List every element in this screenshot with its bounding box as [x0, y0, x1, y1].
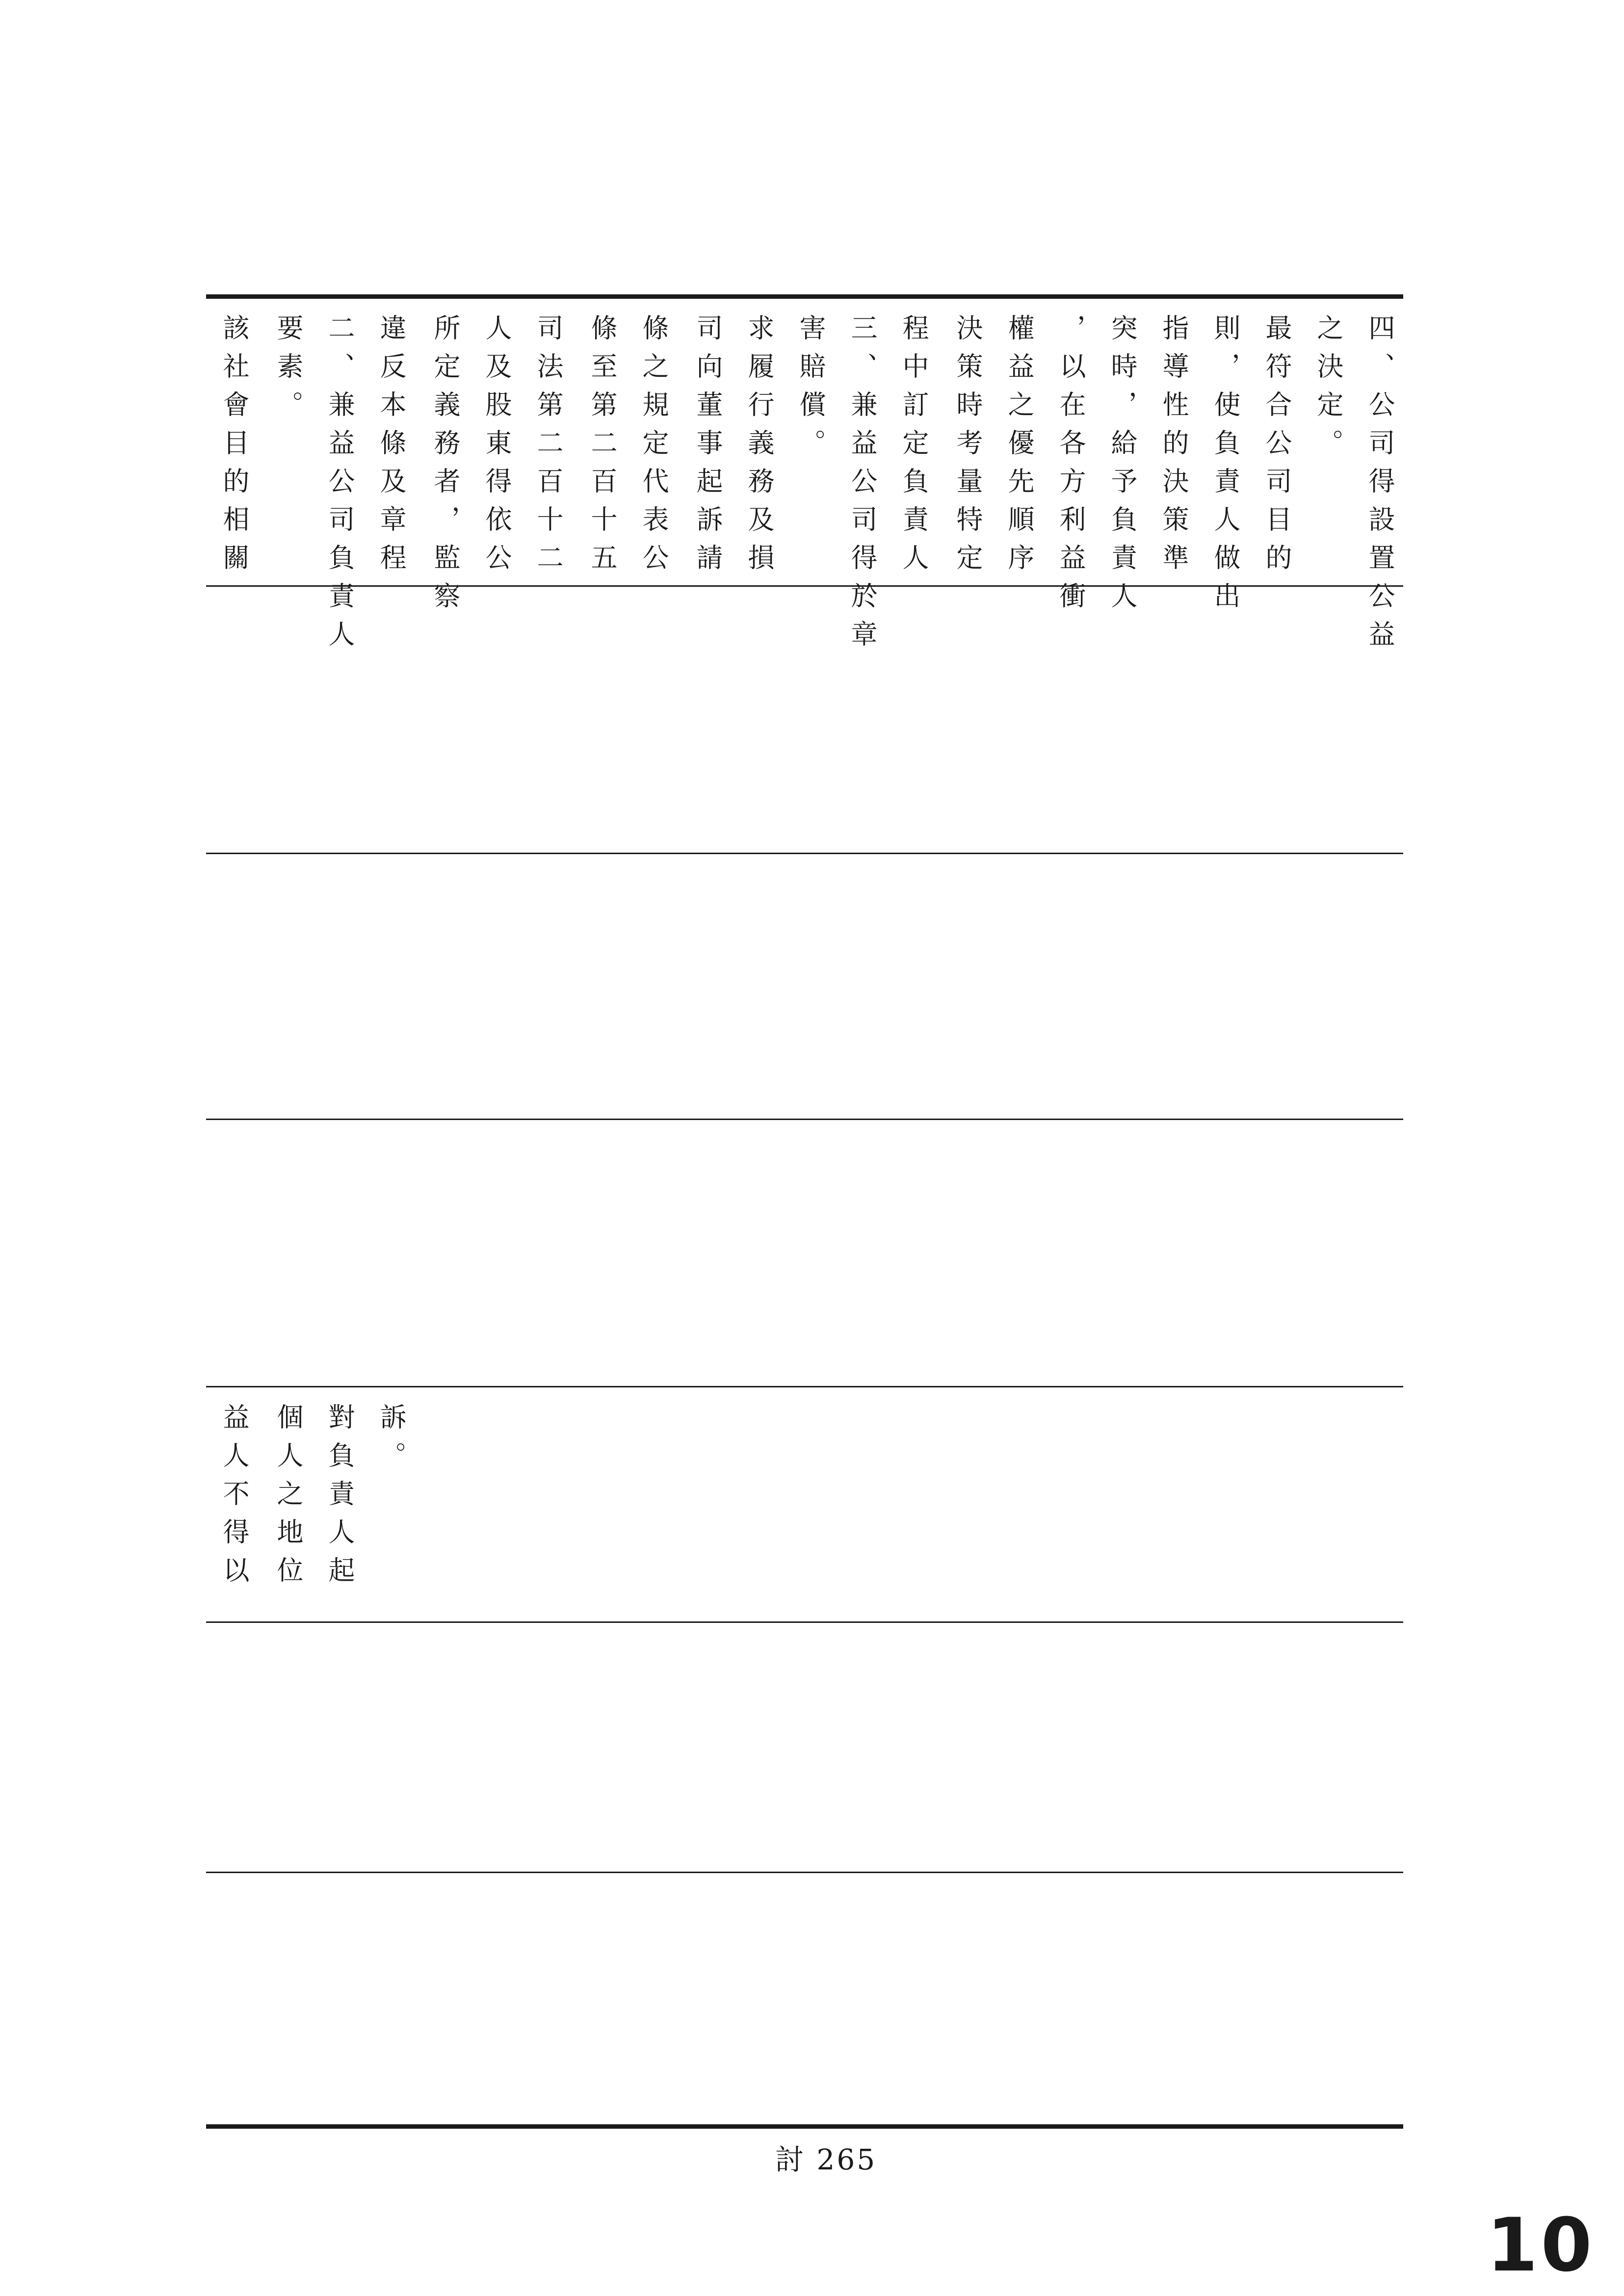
text-column: 程中訂定負責人 — [898, 314, 929, 582]
text-column: 求履行義務及損 — [744, 314, 775, 582]
table-row-divider — [206, 1621, 1403, 1623]
text-column: 司向董事起訴請 — [692, 314, 723, 582]
table-bottom-border — [206, 2124, 1403, 2129]
text-column: 指導性的決策準 — [1158, 314, 1189, 582]
text-column: 權益之優先順序 — [1004, 314, 1035, 582]
text-column: 三、兼益公司得於章 — [847, 314, 878, 658]
text-column: 條至第二百十五 — [587, 314, 618, 582]
text-column: 則，使負責人做出 — [1210, 314, 1241, 620]
text-column: 四、公司得設置公益 — [1364, 314, 1395, 658]
text-column: 突時，給予負責人 — [1107, 314, 1138, 620]
text-column: 之決定。 — [1313, 314, 1344, 467]
handwritten-page-number: 10 — [1487, 2203, 1595, 2288]
text-column: 二、兼益公司負責人 — [324, 314, 355, 658]
text-column: 司法第二百十二 — [533, 314, 564, 582]
text-column: 個人之地位 — [273, 1403, 304, 1594]
text-column: 益人不得以 — [219, 1403, 250, 1594]
text-column: 對負責人起 — [324, 1403, 355, 1594]
table-top-border — [206, 294, 1403, 299]
text-column: 該社會目的相關 — [219, 314, 250, 582]
text-column: 條之規定代表公 — [638, 314, 669, 582]
table-row-divider — [206, 1386, 1403, 1387]
text-column: 違反本條及章程 — [376, 314, 407, 582]
table-row-divider — [206, 1872, 1403, 1873]
text-column: 所定義務者，監察 — [430, 314, 461, 620]
text-column: 人及股東得依公 — [481, 314, 512, 582]
table-row-divider — [206, 1119, 1403, 1120]
text-column: 要素。 — [273, 314, 304, 429]
text-column: 訴。 — [376, 1403, 407, 1480]
page-number: 討 265 — [775, 2143, 877, 2176]
text-column: 害賠償。 — [795, 314, 826, 467]
text-column: 最符合公司目的 — [1261, 314, 1292, 582]
table-row-divider — [206, 853, 1403, 854]
text-column: 決策時考量特定 — [952, 314, 983, 582]
text-column: ，以在各方利益衝 — [1055, 314, 1086, 620]
